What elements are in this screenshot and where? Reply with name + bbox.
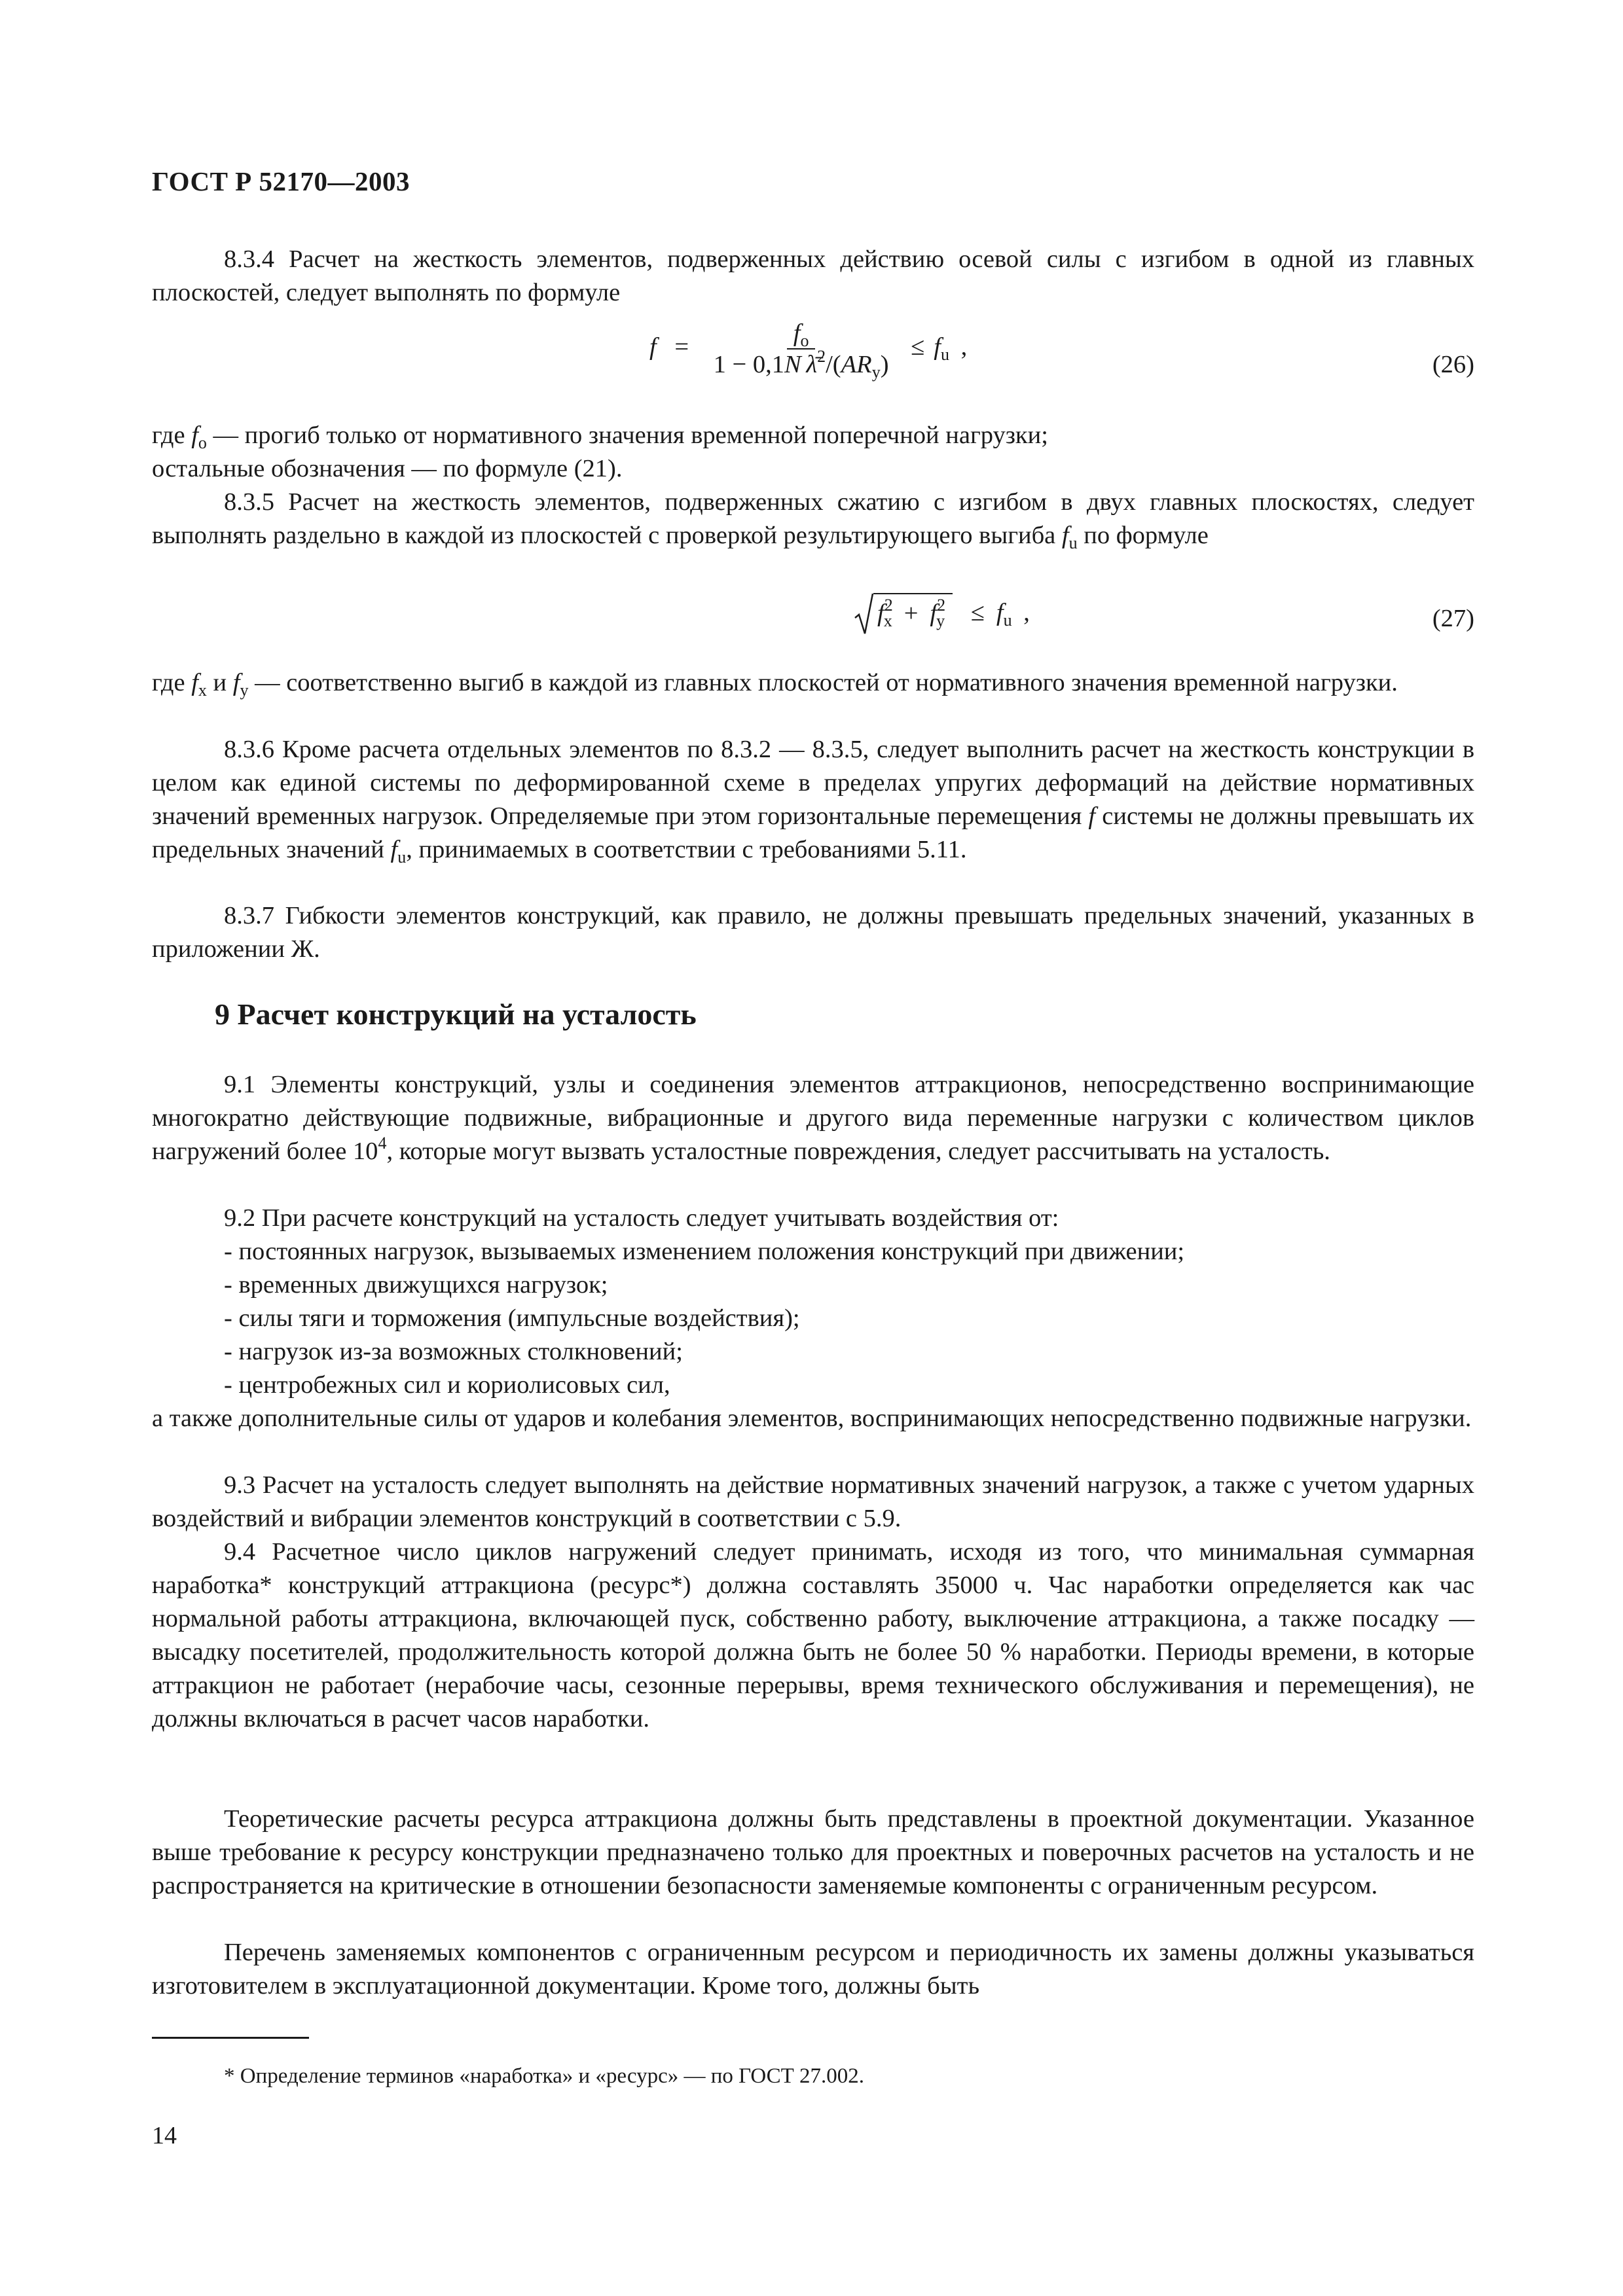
- formula-26-legend: где $f_o$ — прогиб только от нормативного значения временной поперечной нагрузки; остальные обозначения — по формуле (21).: [152, 419, 1474, 486]
- clause-9-4-text: 9.4 Расчетное число циклов нагружений следует принимать, исходя из того, что минимальная суммарная наработка* конструкций аттракциона (ресурс*) должна составлять 35000 ч. Час наработки определяется как час нормальной работы аттракциона, включающей пуск, собственно работу, выключение аттракциона, а также посадку — высадку посетителей, продолжительность которой должна быть не более 50 % наработки. Периоды времени, в которые аттракцион не работает (нерабочие часы, сезонные перерывы, время технического обслуживания и перемещения), не должны включаться в расчет часов наработки.: [152, 1538, 1474, 1732]
- formula-26: f = $\frac{f_o}{1 - 0,1N \lambdā^2/(AR_y)}$ ≤ $f_u$ , (26): [649, 319, 1474, 382]
- formula-26-denominator: 1 − 0,1N $\lambdā^2/(AR_y)$: [713, 347, 889, 382]
- paragraph-components: [152, 1936, 1474, 2003]
- formula-27-legend: где $f_x$ и $f_y$ — соответственно выгиб в каждой из главных плоскостей от нормативного значения временной нагрузки.: [152, 669, 1398, 700]
- paragraph-theory: [152, 1803, 1474, 1903]
- formula-26-legend-rest: остальные обозначения — по формуле (21).: [152, 455, 623, 482]
- clause-9-2-intro: 9.2 При расчете конструкций на усталость следует учитывать воздействия от:: [224, 1204, 1059, 1232]
- clause-9-2-tail: а также дополнительные силы от ударов и колебания элементов, воспринимающих непосредственно подвижные нагрузки.: [152, 1405, 1472, 1432]
- formula-26-lhs: f: [649, 332, 657, 361]
- clause-8-3-5: 8.3.5 Расчет на жесткость элементов, подверженных сжатию с изгибом в двух главных плоскостях, следует выполнять раздельно в каждой из плоскостей с проверкой результирующего выгиба $f_u$ по формуле: [152, 488, 1474, 552]
- document-header: ГОСТ Р 52170—2003: [152, 166, 410, 196]
- sqrt-sign-icon: [854, 593, 873, 636]
- footnote: * Определение терминов «наработка» и «ресурс» — по ГОСТ 27.002.: [224, 2064, 865, 2088]
- formula-26-fraction: [707, 318, 896, 380]
- formula-27: $f^2_x + f^2_y$ ≤ $f_u$ , (27): [152, 589, 1474, 648]
- page-number: 14: [152, 2122, 177, 2149]
- clause-9-4: [152, 1535, 1474, 1736]
- clause-8-3-7: [152, 899, 1474, 966]
- section-9-heading: 9 Расчет конструкций на усталость: [215, 997, 697, 1031]
- formula-26-rel: ≤: [911, 332, 925, 361]
- paragraph-theory-text: Теоретические расчеты ресурса аттракциона должны быть представлены в проектной документации. Указанное выше требование к ресурсу конструкции предназначено только для проектных и поверочных расчетов на усталость и не распространяется на критические в отношении безопасности заменяемые компоненты с ограниченным ресурсом.: [152, 1805, 1474, 1899]
- clause-9-2: [152, 1202, 1474, 1435]
- clause-9-3: [152, 1469, 1474, 1535]
- list-item: - нагрузок из-за возможных столкновений;: [224, 1338, 683, 1365]
- paragraph-components-text: Перечень заменяемых компонентов с ограниченным ресурсом и периодичность их замены должны указываться изготовителем в эксплуатационной документации. Кроме того, должны быть: [152, 1939, 1474, 2000]
- formula-26-number: (26): [1432, 351, 1474, 378]
- formula-26-rhs: f: [934, 332, 941, 361]
- clause-8-3-4: [152, 243, 1474, 310]
- clause-8-3-6: 8.3.6 Кроме расчета отдельных элементов по 8.3.2 — 8.3.5, следует выполнить расчет на жесткость конструкции в целом как единой системы по деформированной схеме в пределах упругих деформаций на действие нормативных значений временных нагрузок. Определяемые при этом горизонтальные перемещения f системы не должны превышать их предельных значений $f_u$, принимаемых в соответствии с требованиями 5.11.: [152, 736, 1474, 867]
- clause-8-3-7-text: 8.3.7 Гибкости элементов конструкций, как правило, не должны превышать предельных значений, указанных в приложении Ж.: [152, 902, 1474, 963]
- list-item: - центробежных сил и кориолисовых сил,: [224, 1371, 670, 1399]
- formula-27-number: (27): [1432, 605, 1474, 632]
- clause-9-3-text: 9.3 Расчет на усталость следует выполнять на действие нормативных значений нагрузок, а также с учетом ударных воздействий и вибрации элементов конструкций в соответствии с 5.9.: [152, 1471, 1474, 1532]
- formula-27-rel: ≤: [970, 598, 985, 626]
- list-item: - силы тяги и торможения (импульсные воздействия);: [224, 1304, 800, 1332]
- formula-27-sqrt: $f^2_x + f^2_y$: [854, 593, 953, 636]
- clause-9-1: 9.1 Элементы конструкций, узлы и соединения элементов аттракционов, непосредственно воспринимающие многократно действующие подвижные, вибрационные и другого вида переменные нагрузки с количеством циклов нагружений более $10^4$, которые могут вызвать усталостные повреждения, следует рассчитывать на усталость.: [152, 1071, 1474, 1165]
- clause-8-3-4-text: 8.3.4 Расчет на жесткость элементов, подверженных действию осевой силы с изгибом в одной из главных плоскостей, следует выполнять по формуле: [152, 245, 1474, 306]
- formula-26-eq: =: [674, 332, 689, 361]
- formula-26-numerator: $f_o$: [787, 318, 816, 350]
- list-item: - постоянных нагрузок, вызываемых изменением положения конструкций при движении;: [224, 1238, 1185, 1265]
- list-item: - временных движущихся нагрузок;: [224, 1271, 608, 1299]
- footnote-divider: [152, 2037, 309, 2039]
